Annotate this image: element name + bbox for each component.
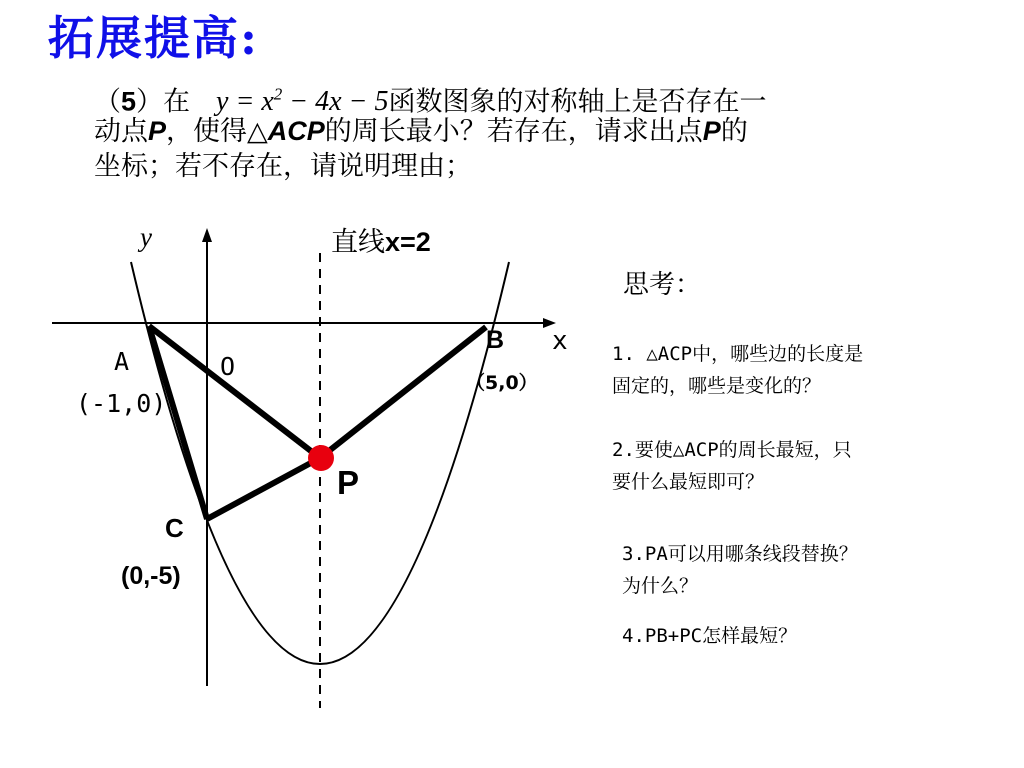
slide-title: 拓展提高: — [48, 11, 259, 65]
problem-line-1-tail: 函数图象的对称轴上是否存在一 — [388, 86, 767, 118]
problem-point-p: P — [148, 116, 167, 146]
point-c-label: C — [165, 513, 184, 543]
origin-label: O — [220, 352, 236, 381]
problem-text-b: ，使得△ — [166, 116, 268, 147]
y-axis-arrow-icon — [202, 228, 212, 242]
point-p-marker — [308, 445, 334, 471]
segment-pa — [149, 326, 320, 458]
equation-lhs: y = x — [216, 86, 274, 118]
symmetry-axis-label — [331, 227, 431, 258]
problem-triangle-acp: ACP — [267, 116, 325, 146]
point-c-coordinates: (0,-5) — [121, 562, 181, 590]
problem-text-c: 的周长最小？若存在，请求出点 — [324, 116, 703, 147]
problem-text-a: 动点 — [94, 116, 148, 147]
problem-line-3: 坐标；若不存在，请说明理由； — [94, 151, 472, 182]
thinking-question-1 — [612, 338, 863, 402]
problem-number-open: （ — [94, 86, 121, 118]
question-3-line-2: 为什么？ — [622, 575, 699, 597]
y-axis-label: y — [140, 222, 152, 252]
thinking-question-4: 4.PB+PC怎样最短？ — [622, 625, 798, 647]
x-axis-label: x — [552, 326, 568, 356]
problem-number: 5 — [121, 86, 137, 117]
equation-rhs: − 4x − 5 — [282, 86, 389, 118]
equation-exponent: 2 — [273, 85, 283, 104]
point-b-label: B — [486, 326, 505, 354]
thinking-question-2 — [612, 434, 852, 498]
point-p-label: P — [337, 464, 360, 501]
question-1-line-2: 固定的，哪些是变化的？ — [612, 375, 822, 397]
point-a-label: A — [114, 347, 130, 376]
segment-ac — [149, 326, 207, 519]
thinking-question-3 — [622, 538, 858, 602]
thinking-heading: 思考： — [623, 270, 702, 300]
symmetry-axis-equation: x=2 — [385, 227, 431, 257]
point-b-coordinates: （5,0） — [466, 372, 538, 394]
question-2-line-1: 2.要使△ACP的周长最短，只 — [612, 439, 852, 461]
problem-text-d: 的 — [720, 116, 748, 147]
point-a-coordinates: (-1,0) — [76, 389, 167, 418]
symmetry-axis-prefix: 直线 — [331, 227, 385, 258]
problem-number-close: ）在 — [136, 86, 191, 118]
question-1-line-1: 1. △ACP中，哪些边的长度是 — [612, 343, 864, 365]
segment-pc — [207, 458, 320, 519]
problem-point-p-2: P — [702, 116, 721, 146]
question-2-line-2: 要什么最短即可？ — [612, 471, 765, 493]
question-3-line-1: 3.PA可以用哪条线段替换？ — [622, 543, 858, 565]
